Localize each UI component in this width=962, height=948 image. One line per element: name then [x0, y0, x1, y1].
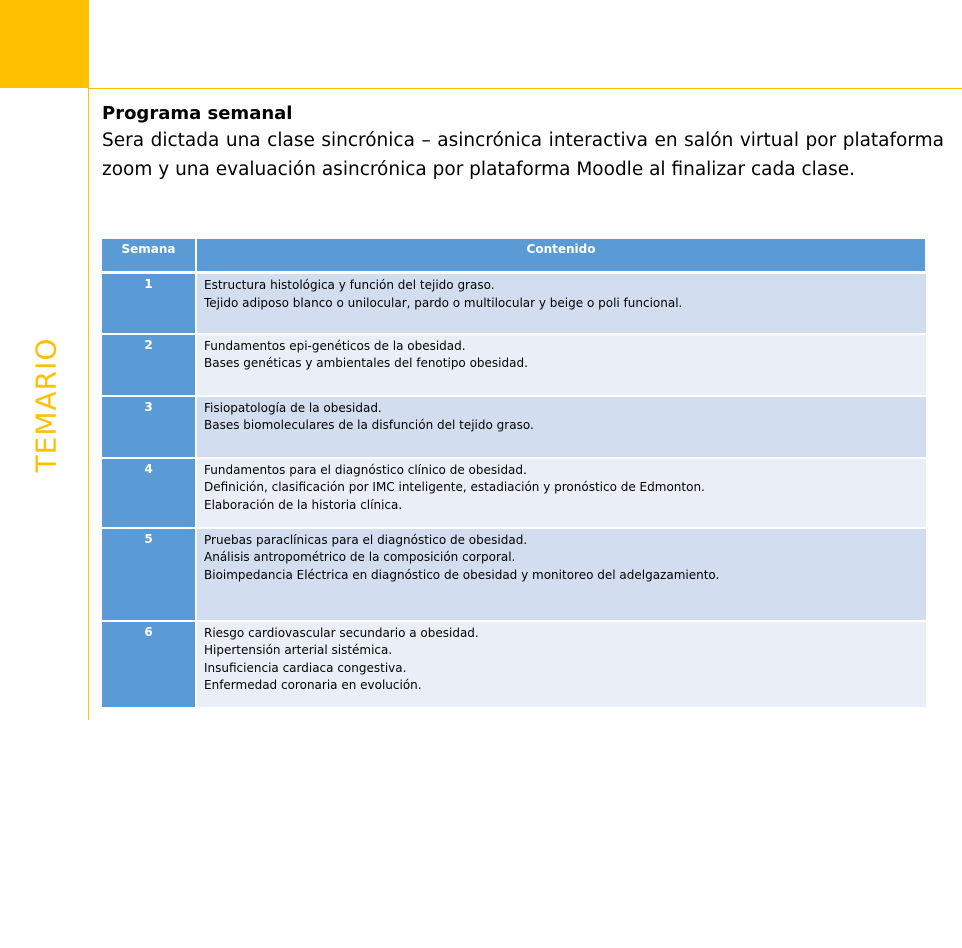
table-row — [102, 273, 926, 334]
content-line: Bases biomoleculares de la disfunción del tejido graso. — [204, 418, 534, 432]
content-line: Elaboración de la historia clínica. — [204, 497, 403, 512]
table-header-row — [102, 239, 926, 273]
column-header-week: Semana — [102, 239, 196, 273]
content-line: Insuficiencia cardiaca congestiva. — [204, 660, 407, 675]
table-row — [102, 334, 926, 396]
content-line: Estructura histológica y función del tejido graso. — [204, 278, 495, 292]
week-number: 2 — [102, 334, 196, 396]
accent-block — [0, 0, 88, 88]
week-content — [196, 528, 926, 621]
table-row — [102, 621, 926, 708]
week-number: 4 — [102, 458, 196, 528]
table-row — [102, 458, 926, 528]
week-number: 5 — [102, 528, 196, 621]
week-number: 1 — [102, 273, 196, 334]
content-line: Enfermedad coronaria en evolución. — [204, 678, 422, 692]
content-line: Bases genéticas y ambientales del fenotipo obesidad. — [204, 356, 528, 370]
week-number: 3 — [102, 396, 196, 458]
week-number: 6 — [102, 621, 196, 708]
section-title: Programa semanal — [102, 103, 293, 124]
content-line: Pruebas paraclínicas para el diagnóstico de obesidad. — [204, 532, 528, 547]
content-line: Definición, clasificación por IMC inteligente, estadiación y pronóstico de Edmonton. — [204, 480, 705, 494]
content-line: Hipertensión arterial sistémica. — [204, 643, 393, 657]
table-row — [102, 528, 926, 621]
top-divider — [88, 88, 962, 89]
table-row — [102, 396, 926, 458]
intro-paragraph: Sera dictada una clase sincrónica – asincrónica interactiva en salón virtual por plataforma zoom y una evaluación asincrónica por plataforma Moodle al finalizar cada clase. — [102, 130, 944, 180]
content-line: Fisiopatología de la obesidad. — [204, 400, 382, 415]
week-content — [196, 334, 926, 396]
week-content — [196, 396, 926, 458]
side-divider — [88, 0, 89, 720]
content-line: Fundamentos para el diagnóstico clínico de obesidad. — [204, 462, 527, 477]
column-header-content: Contenido — [196, 239, 926, 273]
content-line: Fundamentos epi-genéticos de la obesidad. — [204, 338, 466, 353]
intro-section — [102, 102, 944, 184]
week-content — [196, 273, 926, 334]
content-line: Análisis antropométrico de la composición corporal. — [204, 550, 516, 564]
content-line: Riesgo cardiovascular secundario a obesidad. — [204, 625, 479, 640]
week-content — [196, 621, 926, 708]
section-label: TEMARIO — [29, 337, 63, 473]
content-line: Tejido adiposo blanco o unilocular, pardo o multilocular y beige o poli funcional. — [204, 295, 683, 310]
content-line: Bioimpedancia Eléctrica en diagnóstico de obesidad y monitoreo del adelgazamiento. — [204, 567, 720, 582]
week-content — [196, 458, 926, 528]
weekly-program-table — [102, 239, 927, 709]
